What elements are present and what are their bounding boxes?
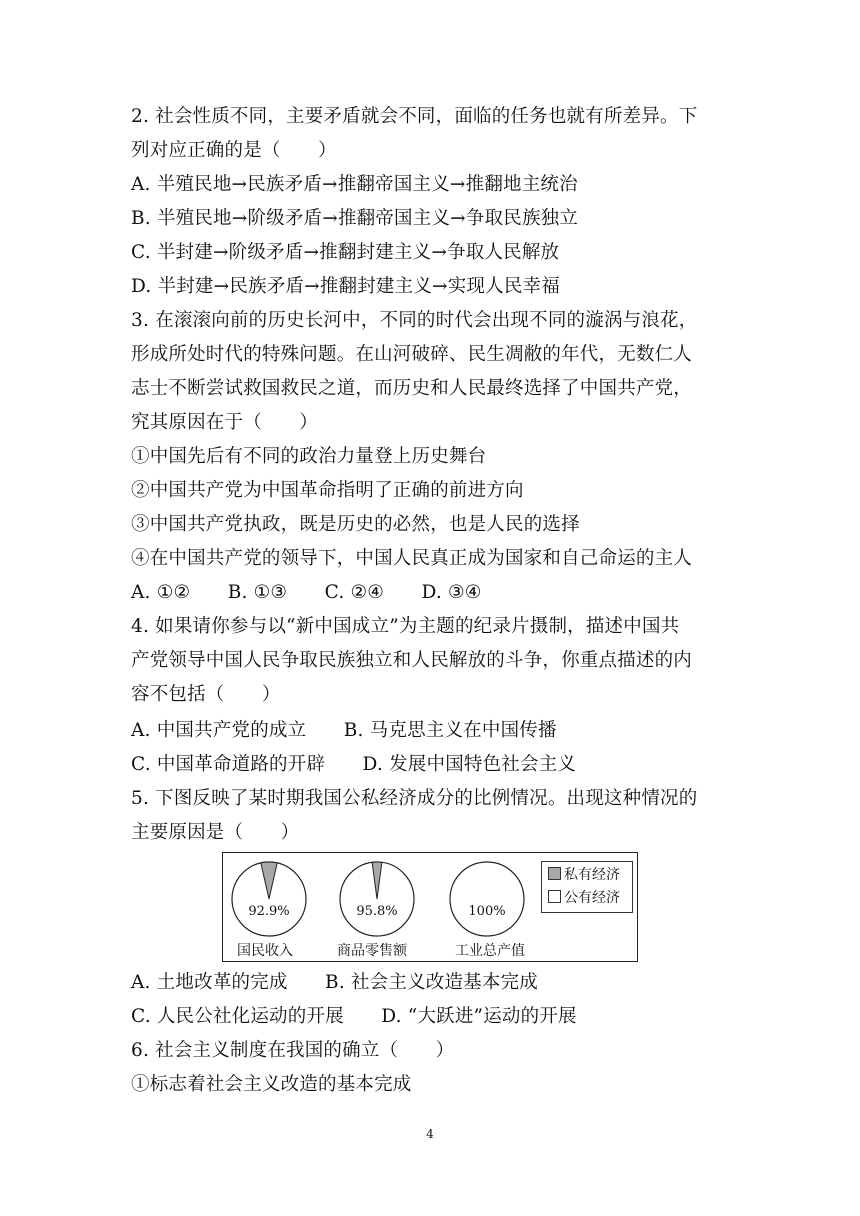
q4-stem-line-3: 容不包括（ ） bbox=[131, 684, 281, 705]
q2-stem-line-2: 列对应正确的是（ ） bbox=[131, 140, 337, 161]
q4-options-cd: C. 中国革命道路的开辟 D. 发展中国特色社会主义 bbox=[131, 754, 577, 775]
legend-label-private: 私有经济 bbox=[564, 867, 620, 883]
q2-option-a: A. 半殖民地→民族矛盾→推翻帝国主义→推翻地主统治 bbox=[131, 174, 578, 195]
q4-stem-line-2: 产党领导中国人民争取民族独立和人民解放的斗争，你重点描述的内 bbox=[131, 650, 693, 671]
q3-statement-1: ①中国先后有不同的政治力量登上历史舞台 bbox=[131, 446, 487, 467]
legend-item-private bbox=[548, 865, 620, 885]
pie-chart-3 bbox=[447, 859, 527, 943]
q3-statement-4: ④在中国共产党的领导下，中国人民真正成为国家和自己命运的主人 bbox=[131, 548, 693, 569]
q3-statement-2: ②中国共产党为中国革命指明了正确的前进方向 bbox=[131, 480, 524, 501]
pie-svg-2 bbox=[337, 859, 417, 939]
pie-category-label-2: 商品零售额 bbox=[337, 943, 407, 959]
chart-legend bbox=[541, 861, 633, 913]
pie-slice-public-3 bbox=[450, 862, 524, 936]
pie-percent-label-3: 100% bbox=[468, 904, 506, 919]
pie-percent-label-2: 95.8% bbox=[356, 904, 398, 919]
q5-options-cd: C. 人民公社化运动的开展 D. “大跃进”运动的开展 bbox=[131, 1006, 577, 1027]
pie-svg-3 bbox=[447, 859, 527, 939]
pie-chart-1 bbox=[229, 859, 309, 943]
legend-swatch-public bbox=[548, 890, 561, 903]
q3-stem-line-2: 形成所处时代的特殊问题。在山河破碎、民生凋敝的年代，无数仁人 bbox=[131, 344, 693, 365]
q2-option-b: B. 半殖民地→阶级矛盾→推翻帝国主义→争取民族独立 bbox=[131, 208, 579, 229]
pie-chart-2 bbox=[337, 859, 417, 943]
q6-statement-1: ①标志着社会主义改造的基本完成 bbox=[131, 1074, 412, 1095]
pie-category-label-3: 工业总产值 bbox=[455, 943, 525, 959]
q5-options-ab: A. 土地改革的完成 B. 社会主义改造基本完成 bbox=[131, 972, 538, 993]
q3-stem-line-1: 3. 在滚滚向前的历史长河中，不同的时代会出现不同的漩涡与浪花， bbox=[131, 310, 698, 331]
q3-options: A. ①② B. ①③ C. ②④ D. ③④ bbox=[131, 582, 482, 603]
ownership-pie-figure bbox=[222, 852, 638, 962]
q6-stem: 6. 社会主义制度在我国的确立（ ） bbox=[131, 1040, 455, 1061]
pie-percent-label-1: 92.9% bbox=[248, 904, 290, 919]
q2-option-c: C. 半封建→阶级矛盾→推翻封建主义→争取人民解放 bbox=[131, 242, 560, 263]
legend-item-public bbox=[548, 888, 620, 908]
legend-label-public: 公有经济 bbox=[564, 890, 620, 906]
q5-stem-line-1: 5. 下图反映了某时期我国公私经济成分的比例情况。出现这种情况的 bbox=[131, 788, 698, 809]
pie-category-label-1: 国民收入 bbox=[237, 943, 293, 959]
page-number: 4 bbox=[426, 1127, 434, 1141]
q2-option-d: D. 半封建→民族矛盾→推翻封建主义→实现人民幸福 bbox=[131, 276, 560, 297]
pie-svg-1 bbox=[229, 859, 309, 939]
q4-options-ab: A. 中国共产党的成立 B. 马克思主义在中国传播 bbox=[131, 720, 557, 741]
q2-stem-line-1: 2. 社会性质不同，主要矛盾就会不同，面临的任务也就有所差异。下 bbox=[131, 106, 698, 127]
legend-swatch-private bbox=[548, 867, 561, 880]
q3-stem-line-4: 究其原因在于（ ） bbox=[131, 412, 319, 433]
q4-stem-line-1: 4. 如果请你参与以“新中国成立”为主题的纪录片摄制，描述中国共 bbox=[131, 616, 680, 637]
q3-statement-3: ③中国共产党执政，既是历史的必然，也是人民的选择 bbox=[131, 514, 580, 535]
q3-stem-line-3: 志士不断尝试救国救民之道，而历史和人民最终选择了中国共产党， bbox=[131, 378, 693, 399]
q5-stem-line-2: 主要原因是（ ） bbox=[131, 822, 300, 843]
